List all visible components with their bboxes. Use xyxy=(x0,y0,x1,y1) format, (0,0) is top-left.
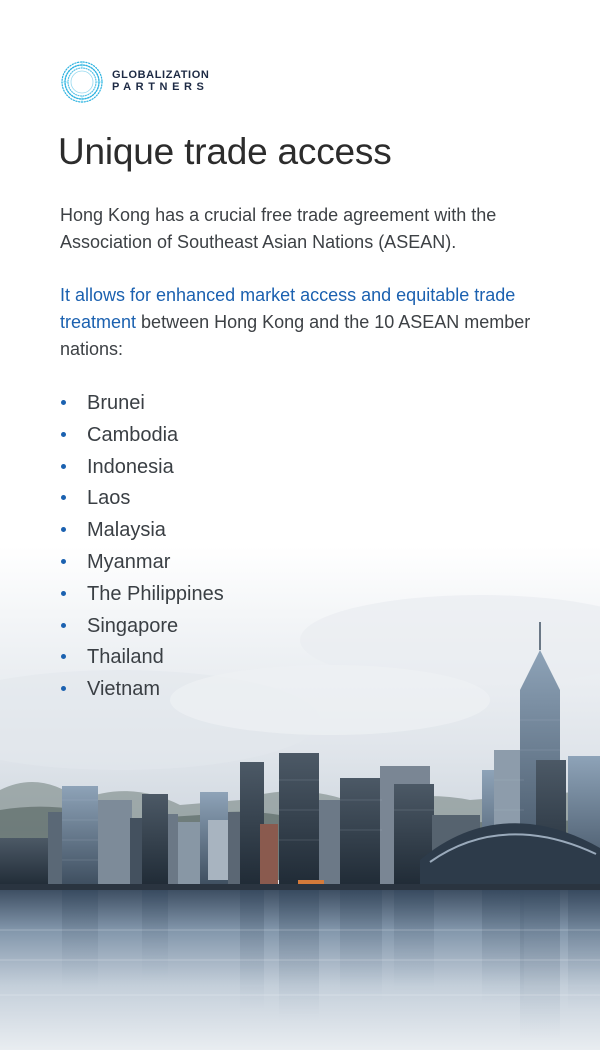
bullet-icon xyxy=(61,686,66,691)
country-name: Malaysia xyxy=(87,519,166,542)
country-name: Myanmar xyxy=(87,550,171,573)
list-item xyxy=(60,643,224,675)
detail-rest-text: between Hong Kong and the 10 ASEAN member nations: xyxy=(60,312,531,359)
country-name: Indonesia xyxy=(87,455,174,478)
bullet-icon xyxy=(61,432,66,437)
country-name: Cambodia xyxy=(87,423,179,446)
list-item xyxy=(60,389,224,421)
list-item xyxy=(60,548,224,580)
globalization-partners-logo xyxy=(58,58,209,106)
country-name: Brunei xyxy=(87,392,145,414)
list-item xyxy=(60,516,224,548)
bullet-icon xyxy=(61,591,66,596)
bullet-icon xyxy=(61,464,66,469)
bullet-icon xyxy=(61,495,66,500)
country-name: Thailand xyxy=(87,646,164,669)
country-name: The Philippines xyxy=(87,582,224,605)
list-item xyxy=(60,421,224,453)
country-name: Singapore xyxy=(87,614,179,637)
bullet-icon xyxy=(61,527,66,532)
bullet-icon xyxy=(61,400,66,405)
country-name: Laos xyxy=(87,487,131,510)
highlighted-text: It allows for enhanced market access and equitable trade treatment xyxy=(60,285,516,332)
list-item xyxy=(60,675,224,707)
page-title: Unique trade access xyxy=(58,131,392,172)
list-item xyxy=(60,580,224,612)
bullet-icon xyxy=(61,654,66,659)
globe-ring-icon xyxy=(58,58,106,106)
logo-line-2: PARTNERS xyxy=(112,81,209,93)
logo-wordmark xyxy=(112,70,209,93)
list-item xyxy=(60,484,224,516)
asean-country-list xyxy=(60,389,224,707)
detail-paragraph xyxy=(60,282,540,363)
country-name: Vietnam xyxy=(87,678,161,701)
bullet-icon xyxy=(61,623,66,628)
intro-paragraph: Hong Kong has a crucial free trade agreement with the Association of Southeast Asian Nations (ASEAN). xyxy=(60,205,497,252)
logo-line-1: GLOBALIZATION xyxy=(112,69,210,82)
bullet-icon xyxy=(61,559,66,564)
list-item xyxy=(60,453,224,485)
list-item xyxy=(60,612,224,644)
